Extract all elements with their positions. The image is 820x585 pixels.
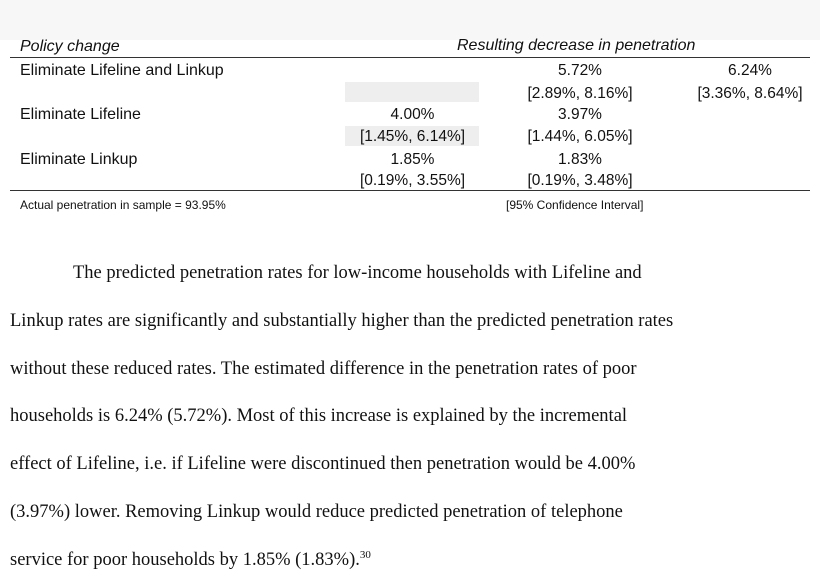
row3-col2-ci: [0.19%, 3.48%] — [527, 172, 633, 189]
body-line-7 — [10, 536, 371, 584]
actual-penetration-note: Actual penetration in sample = 93.95% — [20, 198, 226, 212]
confidence-interval-note: [95% Confidence Interval] — [506, 198, 644, 212]
row-label-eliminate-linkup: Eliminate Linkup — [20, 151, 138, 168]
header-resulting-decrease: Resulting decrease in penetration — [457, 37, 696, 54]
row1-col2-value: 5.72% — [558, 62, 602, 79]
row2-col1-value: 4.00% — [390, 106, 435, 123]
row1-col3-ci: [3.36%, 8.64%] — [697, 85, 803, 102]
body-line-6: (3.97%) lower. Removing Linkup would reduce predicted penetration of telephone — [10, 502, 623, 522]
body-line-7-text: service for poor households by 1.85% (1.83%). — [10, 550, 360, 570]
empty-shaded-cell — [345, 82, 479, 102]
row2-col2-ci: [1.44%, 6.05%] — [527, 128, 633, 145]
row1-col2-ci: [2.89%, 8.16%] — [527, 85, 633, 102]
row3-col1-ci: [0.19%, 3.55%] — [359, 172, 466, 189]
row3-col1-value: 1.85% — [390, 151, 435, 168]
row2-col2-value: 3.97% — [558, 106, 602, 123]
top-strip — [0, 0, 820, 40]
header-rule — [10, 57, 810, 58]
header-policy-change: Policy change — [20, 38, 120, 55]
bottom-rule — [10, 190, 810, 191]
body-line-3: without these reduced rates. The estimated difference in the penetration rates of poor — [10, 359, 637, 379]
row-label-eliminate-both: Eliminate Lifeline and Linkup — [20, 62, 224, 79]
row3-col2-value: 1.83% — [558, 151, 602, 168]
row2-col1-ci: [1.45%, 6.14%] — [359, 128, 466, 145]
body-line-2: Linkup rates are significantly and substantially higher than the predicted penetration rates — [10, 311, 674, 331]
row-label-eliminate-lifeline: Eliminate Lifeline — [20, 106, 141, 123]
footnote-reference[interactable]: 30 — [359, 549, 371, 561]
body-line-4: households is 6.24% (5.72%). Most of this increase is explained by the incremental — [10, 406, 628, 426]
body-line-1: The predicted penetration rates for low-income households with Lifeline and — [73, 263, 642, 283]
body-line-5: effect of Lifeline, i.e. if Lifeline were discontinued then penetration would be 4.00% — [10, 454, 636, 474]
row1-col3-value: 6.24% — [728, 62, 772, 79]
